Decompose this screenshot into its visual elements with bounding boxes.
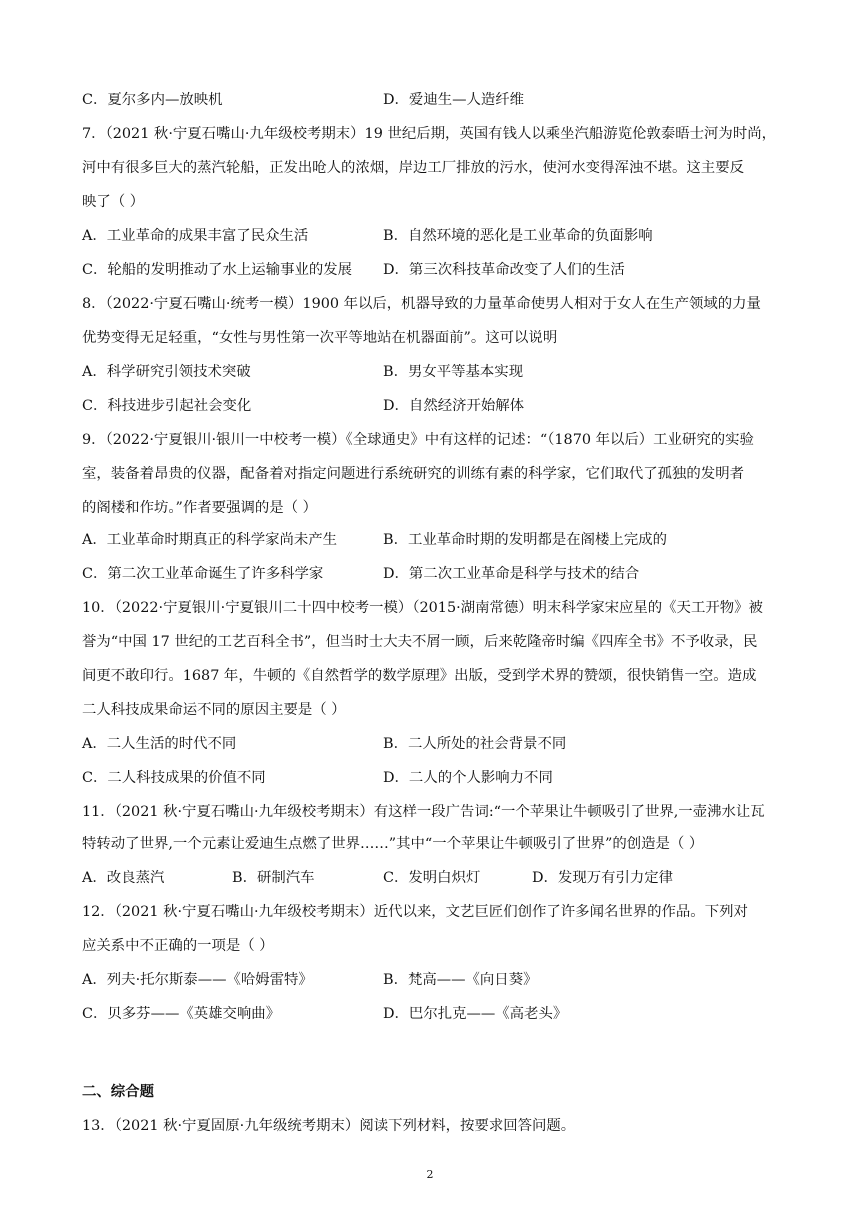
q9-option-a: A．工业革命时期真正的科学家尚未产生	[82, 532, 338, 548]
question-10-text: 间更不敢印行。1687 年，牛顿的《自然哲学的数学原理》出版，受到学术界的赞颂，很快销售一空。造成	[82, 668, 757, 684]
q12-option-a: A．列夫·托尔斯泰——《哈姆雷特》	[82, 972, 313, 988]
q12-option-c: C．贝多芬——《英雄交响曲》	[82, 1006, 281, 1022]
q8-option-b: B．男女平等基本实现	[383, 364, 524, 380]
question-7-text: 河中有很多巨大的蒸汽轮船，正发出呛人的浓烟，岸边工厂排放的污水，使河水变得浑浊不堪。这主要反	[82, 160, 744, 176]
section-title: 二、综合题	[82, 1084, 154, 1100]
q12-option-b: B．梵高——《向日葵》	[383, 972, 538, 988]
q8-option-d: D．自然经济开始解体	[383, 398, 525, 414]
q10-option-a: A．二人生活的时代不同	[82, 736, 237, 752]
question-9-text: 室，装备着昂贵的仪器，配备着对指定问题进行系统研究的训练有素的科学家，它们取代了孤独的发明者	[82, 466, 744, 482]
q11-option-d: D．发现万有引力定律	[532, 870, 674, 886]
question-8-text: 优势变得无足轻重，“女性与男性第一次平等地站在机器面前”。这可以说明	[82, 330, 558, 346]
question-7-text: 7．（2021 秋·宁夏石嘴山·九年级校考期末）19 世纪后期，英国有钱人以乘坐汽船游览伦敦泰晤士河为时尚，	[82, 126, 776, 142]
q9-option-d: D．第二次工业革命是科学与技术的结合	[383, 566, 640, 582]
q9-option-b: B．工业革命时期的发明都是在阁楼上完成的	[383, 532, 667, 548]
q10-option-c: C．二人科技成果的价值不同	[82, 770, 266, 786]
question-11-text: 11．（2021 秋·宁夏石嘴山·九年级校考期末）有这样一段广告词:“一个苹果让牛顿吸引了世界,一壶沸水让瓦	[82, 804, 765, 820]
question-11-text: 特转动了世界,一个元素让爱迪生点燃了世界……”其中“一个苹果让牛顿吸引了世界”的创造是（ ）	[82, 836, 704, 852]
q11-option-c: C．发明白炽灯	[383, 870, 481, 886]
q11-option-a: A．改良蒸汽	[82, 870, 165, 886]
q7-option-d: D．第三次科技革命改变了人们的生活	[383, 262, 625, 278]
q10-option-d: D．二人的个人影响力不同	[383, 770, 553, 786]
question-7-text: 映了（ ）	[82, 194, 145, 210]
question-10-text: 誉为“中国 17 世纪的工艺百科全书”，但当时士大夫不屑一顾，后来乾隆帝时编《四库全书》不予收录，民	[82, 634, 758, 650]
q8-option-c: C．科技进步引起社会变化	[82, 398, 252, 414]
question-10-text: 10．（2022·宁夏银川·宁夏银川二十四中校考一模）（2015·湖南常德）明末科学家宋应星的《天工开物》被	[82, 600, 763, 616]
q10-option-b: B．二人所处的社会背景不同	[383, 736, 567, 752]
q8-option-a: A．科学研究引领技术突破	[82, 364, 251, 380]
question-8-text: 8．（2022·宁夏石嘴山·统考一模）1900 年以后，机器导致的力量革命使男人相对于女人在生产领域的力量	[82, 296, 761, 312]
q11-option-b: B．研制汽车	[232, 870, 315, 886]
question-9-text: 9．（2022·宁夏银川·银川一中校考一模）《全球通史》中有这样的记述：“（1870 年以后）工业研究的实验	[82, 432, 754, 448]
question-12-text: 应关系中不正确的一项是（ ）	[82, 938, 274, 954]
question-12-text: 12．（2021 秋·宁夏石嘴山·九年级校考期末）近代以来，文艺巨匠们创作了许多闻名世界的作品。下列对	[82, 904, 748, 920]
q7-option-b: B．自然环境的恶化是工业革命的负面影响	[383, 228, 653, 244]
page-number: 2	[426, 1168, 434, 1181]
q7-option-c: C．轮船的发明推动了水上运输事业的发展	[82, 262, 353, 278]
question-13-text: 13．（2021 秋·宁夏固原·九年级统考期末）阅读下列材料，按要求回答问题。	[82, 1118, 576, 1134]
q7-option-a: A．工业革命的成果丰富了民众生活	[82, 228, 309, 244]
q12-option-d: D．巴尔扎克——《高老头》	[383, 1006, 568, 1022]
question-10-text: 二人科技成果命运不同的原因主要是（ ）	[82, 702, 346, 718]
option-d: D．爱迪生—人造纤维	[383, 92, 525, 108]
question-9-text: 的阁楼和作坊。”作者要强调的是（ ）	[82, 500, 317, 516]
option-c: C．夏尔多内—放映机	[82, 92, 223, 108]
q9-option-c: C．第二次工业革命诞生了许多科学家	[82, 566, 324, 582]
